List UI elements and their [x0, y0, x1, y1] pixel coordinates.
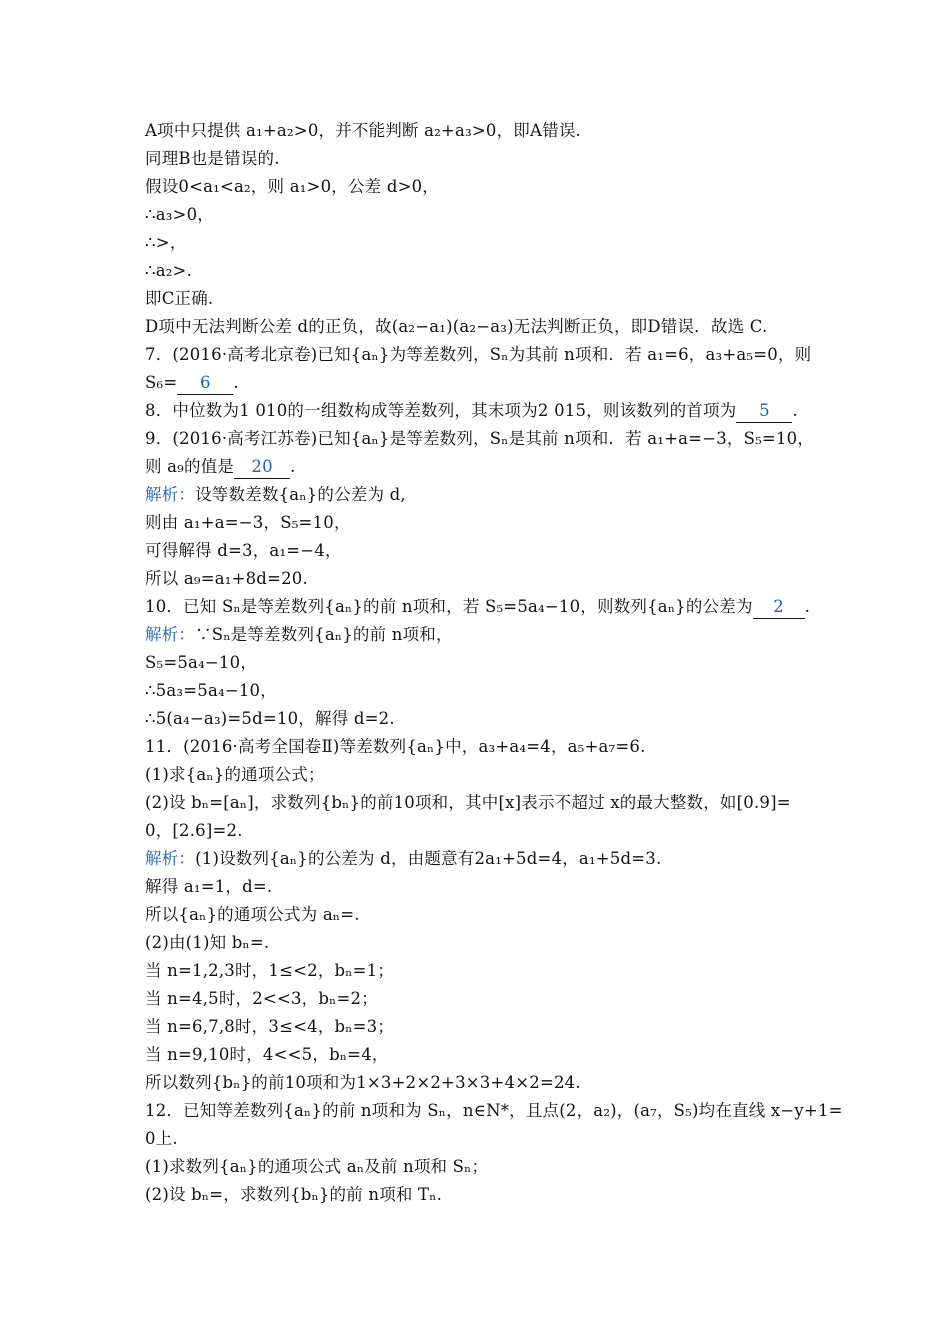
- text-line: ∴5(a₄−a₃)=5d=10，解得 d=2.: [145, 709, 395, 728]
- text-line: (2)设 bₙ=[aₙ]，求数列{bₙ}的前10项和，其中[x]表示不超过 x的最大整数，如[0.9]=: [145, 793, 791, 812]
- question-12: 12．已知等差数列{aₙ}的前 n项和为 Sₙ，n∈N*，且点(2，a₂)，(a₇，S₅)均在直线 x−y+1=: [145, 1101, 843, 1120]
- text-line: ∴>，: [145, 233, 187, 252]
- text-line: 0上.: [145, 1129, 178, 1148]
- question-11: 11．(2016·高考全国卷Ⅱ)等差数列{aₙ}中，a₃+a₄=4，a₅+a₇=6.: [145, 737, 646, 756]
- text-line: 即C正确.: [145, 289, 214, 308]
- text-line: 当 n=4,5时，2<<3，bₙ=2；: [145, 989, 378, 1008]
- solution-line: [145, 484, 825, 506]
- text-line: ∴a₂>.: [145, 261, 193, 280]
- text-span: 10．已知 Sₙ是等差数列{aₙ}的前 n项和，若 S₅=5a₄−10，则数列{aₙ}的公差为: [145, 597, 753, 616]
- text-line: 可得解得 d=3，a₁=−4，: [145, 541, 342, 560]
- question-9: 9．(2016·高考江苏卷)已知{aₙ}是等差数列，Sₙ是其前 n项和．若 a₁+a=−3，S₅=10，: [145, 429, 815, 448]
- solution-label: 解析：: [145, 485, 196, 504]
- text-line: 假设0<a₁<a₂，则 a₁>0，公差 d>0，: [145, 177, 440, 196]
- answer-blank-9: 20: [234, 456, 290, 479]
- text-span: 设等数差数{aₙ}的公差为 d,: [195, 485, 406, 504]
- text-span: (1)设数列{aₙ}的公差为 d，由题意有2a₁+5d=4，a₁+5d=3.: [195, 849, 662, 868]
- answer-blank-10: 2: [753, 596, 805, 619]
- question-9-answer-line: 则 a₉的值是 20 .: [145, 456, 825, 479]
- text-line: 同理B也是错误的.: [145, 149, 280, 168]
- text-line: 则由 a₁+a=−3，S₅=10，: [145, 513, 351, 532]
- question-8: 8．中位数为1 010的一组数构成等差数列，其末项为2 015，则该数列的首项为 5 .: [145, 400, 825, 423]
- answer-blank-8: 5: [736, 400, 792, 423]
- text-line: 0，[2.6]=2.: [145, 821, 243, 840]
- solution-label: 解析：: [145, 625, 196, 644]
- text-span: S₆=: [145, 373, 178, 392]
- text-span: 则 a₉的值是: [145, 457, 235, 476]
- text-line: 所以 a₉=a₁+8d=20.: [145, 569, 308, 588]
- solution-label: 解析：: [145, 849, 196, 868]
- text-line: (1)求数列{aₙ}的通项公式 aₙ及前 n项和 Sₙ；: [145, 1157, 489, 1176]
- text-line: 解得 a₁=1，d=.: [145, 877, 273, 896]
- text-line: A项中只提供 a₁+a₂>0，并不能判断 a₂+a₃>0，即A错误.: [145, 121, 581, 140]
- text-line: 当 n=6,7,8时，3≤<4，bₙ=3；: [145, 1017, 395, 1036]
- question-7-answer-line: S₆= 6 .: [145, 372, 825, 395]
- text-line: ∴5a₃=5a₄−10，: [145, 681, 277, 700]
- text-line: (2)由(1)知 bₙ=.: [145, 933, 270, 952]
- text-line: S₅=5a₄−10，: [145, 653, 258, 672]
- text-line: (2)设 bₙ=，求数列{bₙ}的前 n项和 Tₙ.: [145, 1185, 443, 1204]
- text-span: 8．中位数为1 010的一组数构成等差数列，其末项为2 015，则该数列的首项为: [145, 401, 737, 420]
- answer-blank-7: 6: [177, 372, 233, 395]
- text-span: ∵Sₙ是等差数列{aₙ}的前 n项和，: [195, 625, 453, 644]
- solution-line: [145, 848, 825, 870]
- text-line: (1)求{aₙ}的通项公式；: [145, 765, 325, 784]
- solution-line: [145, 624, 825, 646]
- text-line: 所以{aₙ}的通项公式为 aₙ=.: [145, 905, 360, 924]
- question-10: 10．已知 Sₙ是等差数列{aₙ}的前 n项和，若 S₅=5a₄−10，则数列{aₙ}的公差为 2 .: [145, 596, 825, 619]
- text-line: D项中无法判断公差 d的正负，故(a₂−a₁)(a₂−a₃)无法判断正负，即D错误．故选 C.: [145, 317, 768, 336]
- text-line: 所以数列{bₙ}的前10项和为1×3+2×2+3×3+4×2=24.: [145, 1073, 581, 1092]
- text-line: 当 n=9,10时，4<<5，bₙ=4，: [145, 1045, 389, 1064]
- text-line: 当 n=1,2,3时，1≤<2，bₙ=1；: [145, 961, 395, 980]
- text-line: ∴a₃>0，: [145, 205, 214, 224]
- question-7: 7．(2016·高考北京卷)已知{aₙ}为等差数列，Sₙ为其前 n项和．若 a₁=6，a₃+a₅=0，则: [145, 345, 812, 364]
